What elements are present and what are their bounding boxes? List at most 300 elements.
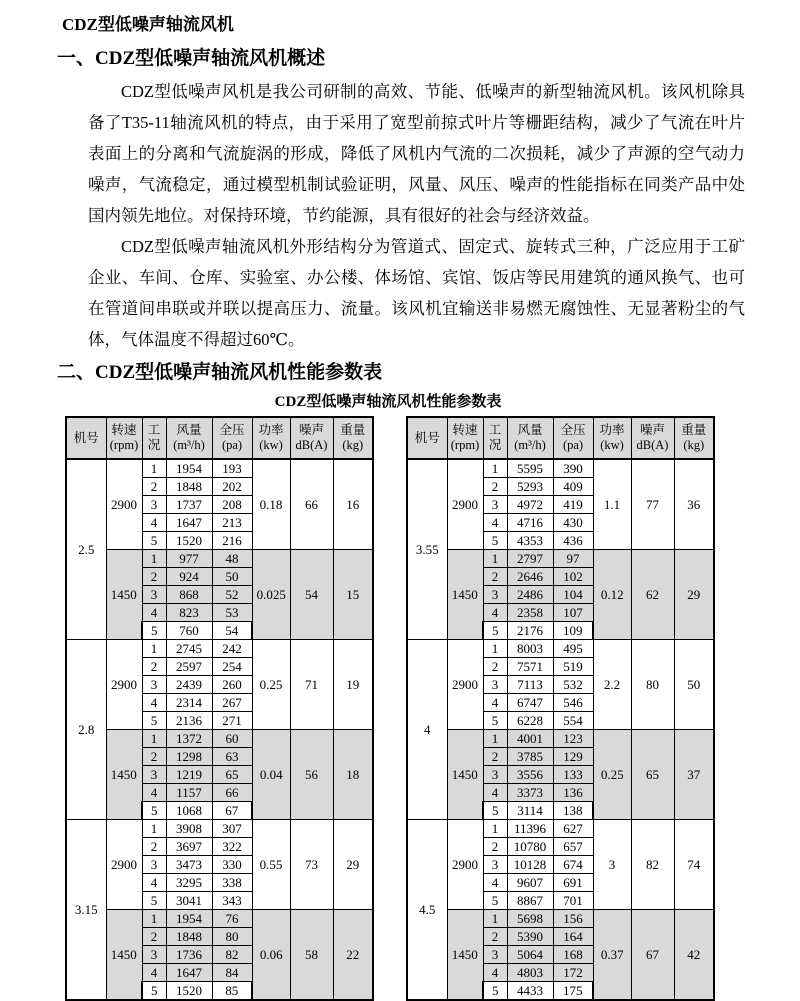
airflow-cell: 3556 (507, 766, 553, 784)
pressure-cell: 627 (553, 820, 593, 838)
condition-cell: 3 (483, 676, 507, 694)
condition-cell: 4 (142, 514, 166, 532)
airflow-cell: 3473 (166, 856, 212, 874)
pressure-cell: 330 (212, 856, 252, 874)
condition-cell: 2 (483, 478, 507, 496)
weight-cell: 74 (674, 820, 714, 910)
header-cell (407, 417, 447, 459)
condition-cell: 5 (142, 532, 166, 550)
condition-cell: 3 (483, 766, 507, 784)
header-cell (212, 417, 252, 459)
rpm-cell: 1450 (106, 910, 142, 1001)
header-cell (593, 417, 631, 459)
airflow-cell: 4433 (507, 982, 553, 1001)
header-line2: (m³/h) (514, 438, 546, 452)
pressure-cell: 80 (212, 928, 252, 946)
airflow-cell: 4001 (507, 730, 553, 748)
airflow-cell: 5595 (507, 459, 553, 478)
airflow-cell: 760 (166, 622, 212, 640)
pressure-cell: 67 (212, 802, 252, 820)
table-row (407, 459, 714, 478)
noise-cell: 58 (290, 910, 333, 1001)
airflow-cell: 1737 (166, 496, 212, 514)
noise-cell: 65 (631, 730, 674, 820)
header-line1: 重量 (340, 423, 366, 437)
condition-cell: 1 (142, 730, 166, 748)
header-line2: 况 (488, 438, 502, 452)
power-cell: 0.25 (593, 730, 631, 820)
rpm-cell: 1450 (106, 730, 142, 820)
pressure-cell: 172 (553, 964, 593, 982)
condition-cell: 2 (483, 658, 507, 676)
airflow-cell: 5698 (507, 910, 553, 928)
condition-cell: 5 (142, 622, 166, 640)
pressure-cell: 519 (553, 658, 593, 676)
condition-cell: 2 (142, 568, 166, 586)
airflow-cell: 1520 (166, 532, 212, 550)
airflow-cell: 11396 (507, 820, 553, 838)
airflow-cell: 3785 (507, 748, 553, 766)
condition-cell: 3 (483, 496, 507, 514)
condition-cell: 3 (483, 946, 507, 964)
condition-cell: 5 (142, 892, 166, 910)
noise-cell: 80 (631, 640, 674, 730)
header-line1: 工 (147, 423, 161, 437)
pressure-cell: 136 (553, 784, 593, 802)
header-cell (166, 417, 212, 459)
airflow-cell: 7113 (507, 676, 553, 694)
pressure-cell: 254 (212, 658, 252, 676)
weight-cell: 15 (333, 550, 373, 640)
airflow-cell: 2358 (507, 604, 553, 622)
pressure-cell: 76 (212, 910, 252, 928)
condition-cell: 3 (142, 586, 166, 604)
pressure-cell: 674 (553, 856, 593, 874)
airflow-cell: 3697 (166, 838, 212, 856)
header-line2: (pa) (221, 438, 243, 452)
airflow-cell: 6228 (507, 712, 553, 730)
condition-cell: 1 (142, 910, 166, 928)
pressure-cell: 390 (553, 459, 593, 478)
airflow-cell: 4972 (507, 496, 553, 514)
airflow-cell: 1848 (166, 478, 212, 496)
airflow-cell: 8867 (507, 892, 553, 910)
header-line2: (kg) (342, 438, 364, 452)
header-line1: 风量 (517, 423, 543, 437)
condition-cell: 5 (483, 982, 507, 1001)
airflow-cell: 2176 (507, 622, 553, 640)
table-row (407, 730, 714, 748)
condition-cell: 5 (483, 712, 507, 730)
header-line1: 全压 (560, 423, 586, 437)
condition-cell: 2 (142, 838, 166, 856)
header-line2: (kw) (259, 438, 283, 452)
rpm-cell: 2900 (447, 820, 483, 910)
rpm-cell: 1450 (447, 550, 483, 640)
pressure-cell: 216 (212, 532, 252, 550)
airflow-cell: 3373 (507, 784, 553, 802)
airflow-cell: 1954 (166, 910, 212, 928)
airflow-cell: 4716 (507, 514, 553, 532)
header-cell (142, 417, 166, 459)
pressure-cell: 691 (553, 874, 593, 892)
rpm-cell: 2900 (106, 459, 142, 550)
noise-cell: 54 (290, 550, 333, 640)
condition-cell: 2 (483, 928, 507, 946)
airflow-cell: 10128 (507, 856, 553, 874)
table-row (66, 730, 373, 748)
rpm-cell: 2900 (106, 640, 142, 730)
pressure-cell: 338 (212, 874, 252, 892)
airflow-cell: 1647 (166, 514, 212, 532)
airflow-cell: 1068 (166, 802, 212, 820)
header-line1: 功率 (599, 423, 625, 437)
condition-cell: 4 (142, 964, 166, 982)
table-row (66, 459, 373, 478)
airflow-cell: 868 (166, 586, 212, 604)
header-cell (507, 417, 553, 459)
rpm-cell: 2900 (447, 459, 483, 550)
header-line1: 功率 (258, 423, 284, 437)
condition-cell: 4 (483, 964, 507, 982)
condition-cell: 5 (483, 532, 507, 550)
airflow-cell: 6747 (507, 694, 553, 712)
pressure-cell: 532 (553, 676, 593, 694)
header-cell (447, 417, 483, 459)
noise-cell: 73 (290, 820, 333, 910)
weight-cell: 50 (674, 640, 714, 730)
header-cell (66, 417, 106, 459)
header-line1: 风量 (176, 423, 202, 437)
weight-cell: 16 (333, 459, 373, 550)
pressure-cell: 267 (212, 694, 252, 712)
weight-cell: 29 (674, 550, 714, 640)
model-cell: 3.15 (66, 820, 106, 1001)
power-cell: 0.18 (252, 459, 290, 550)
pressure-cell: 164 (553, 928, 593, 946)
airflow-cell: 1157 (166, 784, 212, 802)
pressure-cell: 242 (212, 640, 252, 658)
header-row (407, 417, 714, 459)
condition-cell: 1 (483, 910, 507, 928)
doc-title: CDZ型低噪声轴流风机 (62, 15, 234, 34)
pressure-cell: 50 (212, 568, 252, 586)
header-line2: (rpm) (109, 438, 139, 452)
airflow-cell: 1219 (166, 766, 212, 784)
rpm-cell: 1450 (106, 550, 142, 640)
airflow-cell: 4803 (507, 964, 553, 982)
pressure-cell: 202 (212, 478, 252, 496)
airflow-cell: 2314 (166, 694, 212, 712)
pressure-cell: 546 (553, 694, 593, 712)
pressure-cell: 436 (553, 532, 593, 550)
airflow-cell: 1954 (166, 459, 212, 478)
airflow-cell: 5293 (507, 478, 553, 496)
condition-cell: 2 (142, 658, 166, 676)
airflow-cell: 823 (166, 604, 212, 622)
condition-cell: 3 (142, 946, 166, 964)
noise-cell: 77 (631, 459, 674, 550)
condition-cell: 2 (483, 568, 507, 586)
perf-table-right (406, 416, 715, 1001)
condition-cell: 2 (142, 478, 166, 496)
condition-cell: 2 (483, 748, 507, 766)
condition-cell: 4 (483, 604, 507, 622)
pressure-cell: 554 (553, 712, 593, 730)
weight-cell: 42 (674, 910, 714, 1001)
rpm-cell: 1450 (447, 910, 483, 1001)
header-line2: (rpm) (450, 438, 480, 452)
model-cell: 3.55 (407, 459, 447, 640)
header-line2: dB(A) (636, 438, 669, 452)
model-cell: 2.5 (66, 459, 106, 640)
airflow-cell: 1736 (166, 946, 212, 964)
condition-cell: 4 (142, 604, 166, 622)
power-cell: 0.06 (252, 910, 290, 1001)
airflow-cell: 3908 (166, 820, 212, 838)
model-cell: 4 (407, 640, 447, 820)
header-cell (483, 417, 507, 459)
pressure-cell: 175 (553, 982, 593, 1001)
pressure-cell: 52 (212, 586, 252, 604)
airflow-cell: 9607 (507, 874, 553, 892)
header-cell (333, 417, 373, 459)
header-cell (674, 417, 714, 459)
pressure-cell: 107 (553, 604, 593, 622)
condition-cell: 1 (483, 640, 507, 658)
condition-cell: 2 (142, 928, 166, 946)
header-line1: 噪声 (639, 423, 665, 437)
condition-cell: 1 (483, 820, 507, 838)
airflow-cell: 1520 (166, 982, 212, 1001)
condition-cell: 1 (483, 550, 507, 568)
pressure-cell: 430 (553, 514, 593, 532)
pressure-cell: 260 (212, 676, 252, 694)
condition-cell: 2 (483, 838, 507, 856)
airflow-cell: 3114 (507, 802, 553, 820)
airflow-cell: 5390 (507, 928, 553, 946)
pressure-cell: 85 (212, 982, 252, 1001)
pressure-cell: 657 (553, 838, 593, 856)
condition-cell: 1 (142, 820, 166, 838)
condition-cell: 1 (142, 550, 166, 568)
header-line1: 机号 (414, 430, 440, 445)
condition-cell: 4 (483, 874, 507, 892)
airflow-cell: 1848 (166, 928, 212, 946)
airflow-cell: 2486 (507, 586, 553, 604)
airflow-cell: 7571 (507, 658, 553, 676)
condition-cell: 3 (142, 766, 166, 784)
header-line1: 转速 (452, 423, 478, 437)
header-cell (290, 417, 333, 459)
condition-cell: 1 (142, 640, 166, 658)
pressure-cell: 60 (212, 730, 252, 748)
pressure-cell: 193 (212, 459, 252, 478)
header-line2: (m³/h) (173, 438, 205, 452)
weight-cell: 18 (333, 730, 373, 820)
condition-cell: 4 (142, 694, 166, 712)
tables-row (65, 416, 800, 1001)
pressure-cell: 54 (212, 622, 252, 640)
power-cell: 0.55 (252, 820, 290, 910)
condition-cell: 3 (483, 856, 507, 874)
paragraph-2: CDZ型低噪声轴流风机外形结构分为管道式、固定式、旋转式三种，广泛应用于工矿企业、车间、仓库、实验室、办公楼、体场馆、宾馆、饭店等民用建筑的通风换气、也可在管道间串联或并联以提高压力、流量。该风机宜输送非易燃无腐蚀性、无显著粉尘的气体，气体温度不得超过60℃。 (88, 237, 745, 349)
condition-cell: 3 (483, 586, 507, 604)
condition-cell: 5 (142, 712, 166, 730)
noise-cell: 67 (631, 910, 674, 1001)
condition-cell: 4 (142, 784, 166, 802)
pressure-cell: 701 (553, 892, 593, 910)
pressure-cell: 65 (212, 766, 252, 784)
condition-cell: 2 (142, 748, 166, 766)
rpm-cell: 2900 (106, 820, 142, 910)
condition-cell: 4 (483, 784, 507, 802)
condition-cell: 1 (483, 459, 507, 478)
airflow-cell: 2597 (166, 658, 212, 676)
power-cell: 3 (593, 820, 631, 910)
table-caption: CDZ型低噪声轴流风机性能参数表 (274, 394, 502, 410)
pressure-cell: 82 (212, 946, 252, 964)
power-cell: 1.1 (593, 459, 631, 550)
condition-cell: 1 (483, 730, 507, 748)
power-cell: 0.37 (593, 910, 631, 1001)
noise-cell: 82 (631, 820, 674, 910)
table-row (407, 910, 714, 928)
header-line1: 噪声 (298, 423, 324, 437)
airflow-cell: 1298 (166, 748, 212, 766)
power-cell: 2.2 (593, 640, 631, 730)
table-row (407, 640, 714, 658)
table-row (407, 820, 714, 838)
noise-cell: 62 (631, 550, 674, 640)
header-line2: (kw) (600, 438, 624, 452)
rpm-cell: 2900 (447, 640, 483, 730)
pressure-cell: 419 (553, 496, 593, 514)
header-line2: 况 (147, 438, 161, 452)
airflow-cell: 2797 (507, 550, 553, 568)
airflow-cell: 3041 (166, 892, 212, 910)
header-line1: 全压 (219, 423, 245, 437)
pressure-cell: 409 (553, 478, 593, 496)
condition-cell: 5 (483, 802, 507, 820)
header-row (66, 417, 373, 459)
header-line2: dB(A) (295, 438, 328, 452)
pressure-cell: 168 (553, 946, 593, 964)
condition-cell: 1 (142, 459, 166, 478)
condition-cell: 3 (142, 676, 166, 694)
weight-cell: 19 (333, 640, 373, 730)
pressure-cell: 322 (212, 838, 252, 856)
noise-cell: 56 (290, 730, 333, 820)
noise-cell: 71 (290, 640, 333, 730)
airflow-cell: 924 (166, 568, 212, 586)
weight-cell: 37 (674, 730, 714, 820)
weight-cell: 36 (674, 459, 714, 550)
table-row (66, 820, 373, 838)
pressure-cell: 66 (212, 784, 252, 802)
pressure-cell: 271 (212, 712, 252, 730)
model-cell: 2.8 (66, 640, 106, 820)
pressure-cell: 48 (212, 550, 252, 568)
table-row (407, 550, 714, 568)
pressure-cell: 129 (553, 748, 593, 766)
weight-cell: 22 (333, 910, 373, 1001)
header-line1: 转速 (111, 423, 137, 437)
section2-heading: 二、CDZ型低噪声轴流风机性能参数表 (57, 362, 383, 383)
airflow-cell: 3295 (166, 874, 212, 892)
airflow-cell: 10780 (507, 838, 553, 856)
model-cell: 4.5 (407, 820, 447, 1001)
table-row (66, 640, 373, 658)
table-row (66, 550, 373, 568)
header-cell (106, 417, 142, 459)
perf-table-left (65, 416, 374, 1001)
airflow-cell: 8003 (507, 640, 553, 658)
pressure-cell: 495 (553, 640, 593, 658)
condition-cell: 5 (142, 802, 166, 820)
noise-cell: 66 (290, 459, 333, 550)
condition-cell: 5 (142, 982, 166, 1001)
condition-cell: 4 (483, 694, 507, 712)
airflow-cell: 2745 (166, 640, 212, 658)
condition-cell: 5 (483, 622, 507, 640)
power-cell: 0.04 (252, 730, 290, 820)
condition-cell: 4 (483, 514, 507, 532)
section1-heading: 一、CDZ型低噪声轴流风机概述 (57, 48, 326, 69)
pressure-cell: 138 (553, 802, 593, 820)
pressure-cell: 97 (553, 550, 593, 568)
overview-paragraphs (88, 76, 745, 355)
pressure-cell: 102 (553, 568, 593, 586)
header-cell (553, 417, 593, 459)
header-line1: 重量 (681, 423, 707, 437)
airflow-cell: 2439 (166, 676, 212, 694)
header-line1: 机号 (73, 430, 99, 445)
pressure-cell: 307 (212, 820, 252, 838)
pressure-cell: 53 (212, 604, 252, 622)
pressure-cell: 109 (553, 622, 593, 640)
airflow-cell: 2136 (166, 712, 212, 730)
airflow-cell: 1647 (166, 964, 212, 982)
airflow-cell: 1372 (166, 730, 212, 748)
pressure-cell: 63 (212, 748, 252, 766)
condition-cell: 3 (142, 856, 166, 874)
pressure-cell: 343 (212, 892, 252, 910)
pressure-cell: 104 (553, 586, 593, 604)
condition-cell: 3 (142, 496, 166, 514)
pressure-cell: 156 (553, 910, 593, 928)
airflow-cell: 2646 (507, 568, 553, 586)
header-cell (631, 417, 674, 459)
power-cell: 0.025 (252, 550, 290, 640)
condition-cell: 5 (483, 892, 507, 910)
airflow-cell: 4353 (507, 532, 553, 550)
airflow-cell: 977 (166, 550, 212, 568)
pressure-cell: 84 (212, 964, 252, 982)
pressure-cell: 133 (553, 766, 593, 784)
pressure-cell: 208 (212, 496, 252, 514)
weight-cell: 29 (333, 820, 373, 910)
paragraph-1: CDZ型低噪声风机是我公司研制的高效、节能、低噪声的新型轴流风机。该风机除具备了T35-11轴流风机的特点，由于采用了宽型前掠式叶片等栅距结构，减少了气流在叶片表面上的分离和气流旋涡的形成，降低了风机内气流的二次损耗，减少了声源的空气动力噪声，气流稳定，通过模型机制试验证明，风量、风压、噪声的性能指标在同类产品中处国内领先地位。对保持环境，节约能源，具有很好的社会与经济效益。 (88, 82, 745, 225)
header-line1: 工 (488, 423, 502, 437)
pressure-cell: 123 (553, 730, 593, 748)
airflow-cell: 5064 (507, 946, 553, 964)
condition-cell: 4 (142, 874, 166, 892)
power-cell: 0.25 (252, 640, 290, 730)
header-line2: (pa) (562, 438, 584, 452)
header-line2: (kg) (683, 438, 705, 452)
power-cell: 0.12 (593, 550, 631, 640)
